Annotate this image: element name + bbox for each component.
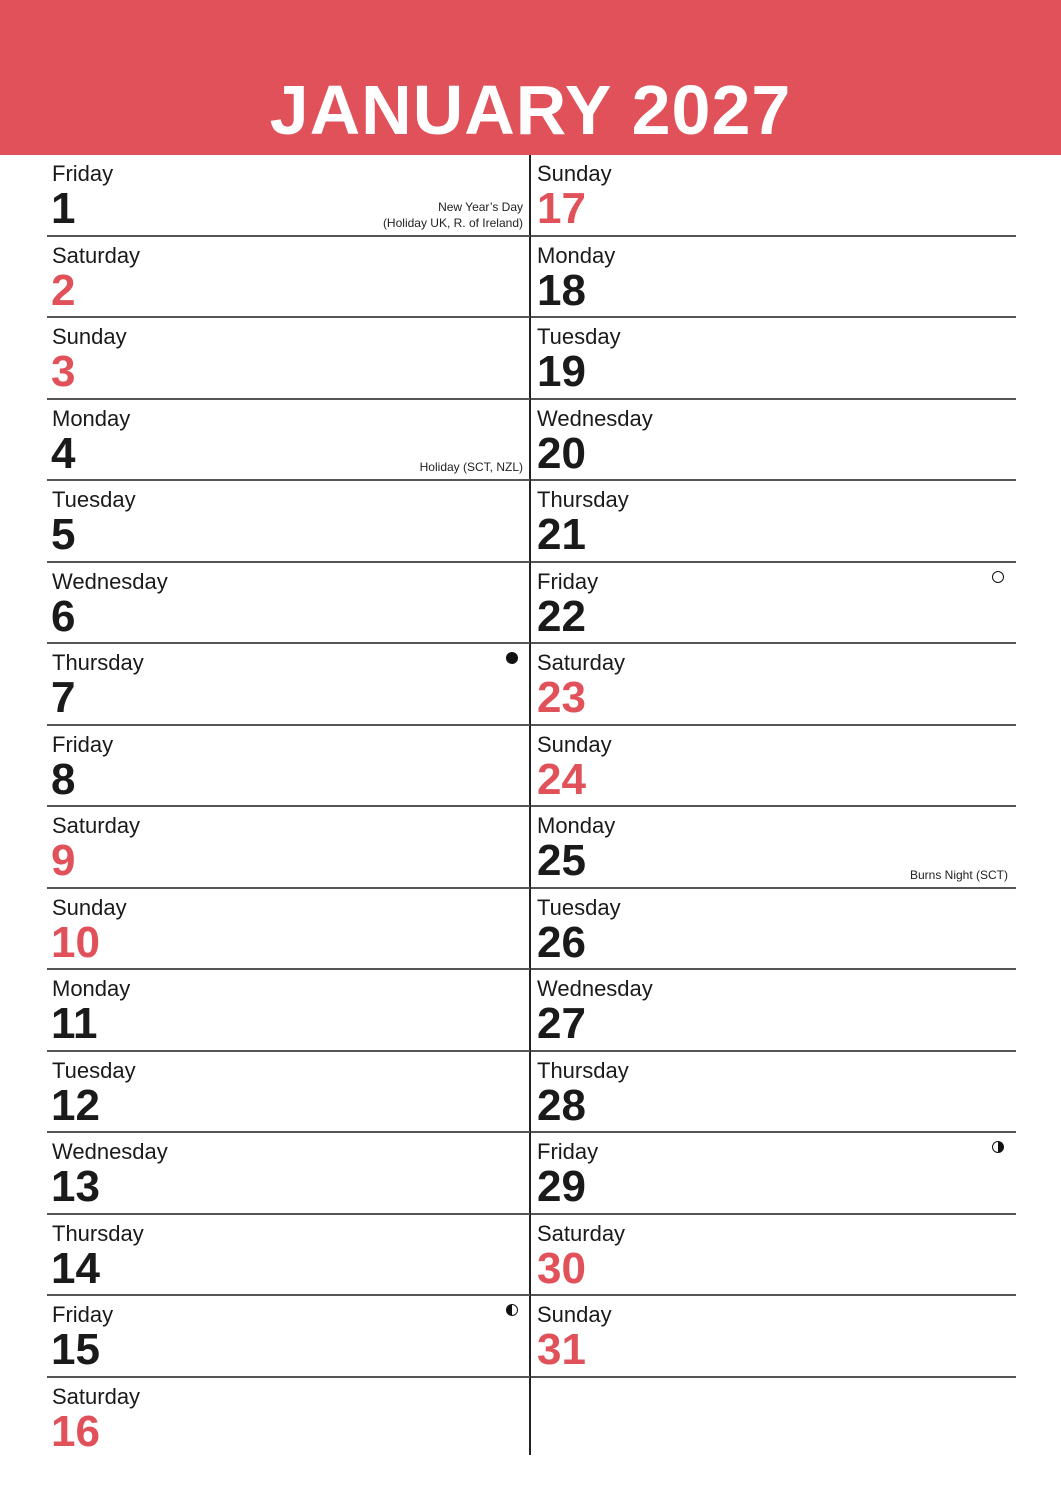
day-name: Sunday — [537, 1302, 612, 1327]
day-row-25 — [531, 807, 1016, 889]
day-name: Friday — [52, 1302, 114, 1327]
day-row-24 — [531, 726, 1016, 808]
holiday-note: Burns Night (SCT) — [909, 867, 1008, 882]
day-number: 6 — [51, 591, 76, 641]
day-number: 15 — [51, 1325, 100, 1374]
day-row-18 — [531, 237, 1016, 319]
day-row-19 — [531, 318, 1016, 400]
day-name: Saturday — [537, 1220, 626, 1246]
day-row-6 — [47, 563, 530, 645]
day-number: 8 — [51, 754, 76, 804]
day-row-5 — [47, 481, 530, 563]
day-name: Wednesday — [537, 976, 653, 1001]
day-number: 21 — [537, 510, 586, 559]
day-name: Thursday — [52, 1220, 144, 1246]
day-name: Sunday — [537, 731, 612, 757]
day-row-21 — [531, 481, 1016, 563]
day-number: 26 — [537, 917, 586, 967]
holiday-note-line1: New Year’s Day — [438, 199, 523, 214]
day-number: 23 — [537, 673, 586, 722]
day-row-3 — [47, 318, 530, 400]
day-row-23 — [531, 644, 1016, 726]
day-name: Thursday — [537, 1057, 629, 1083]
month-title: JANUARY 2027 — [269, 71, 792, 149]
day-name: Sunday — [52, 324, 127, 349]
day-number: 11 — [51, 999, 98, 1048]
last-quarter-moon-icon — [992, 1141, 1004, 1153]
day-number: 14 — [51, 1243, 100, 1293]
day-row-15 — [47, 1296, 530, 1378]
day-number: 13 — [51, 1162, 100, 1211]
day-name: Tuesday — [537, 894, 621, 920]
new-moon-icon — [506, 652, 518, 664]
day-row-7 — [47, 644, 530, 726]
day-name: Wednesday — [52, 1139, 168, 1164]
day-row-20 — [531, 400, 1016, 482]
day-number: 5 — [51, 510, 76, 559]
full-moon-icon — [992, 571, 1004, 583]
day-name: Tuesday — [537, 324, 621, 349]
holiday-note — [383, 199, 523, 231]
day-name: Friday — [537, 568, 599, 594]
day-name: Wednesday — [537, 405, 653, 431]
day-number: 31 — [537, 1325, 586, 1374]
column-right — [531, 155, 1016, 1378]
day-row-13 — [47, 1133, 530, 1215]
day-name: Monday — [537, 813, 616, 838]
day-number: 1 — [51, 184, 76, 233]
day-row-29 — [531, 1133, 1016, 1215]
day-name: Friday — [52, 161, 114, 186]
day-number: 25 — [537, 836, 586, 885]
day-number: 9 — [51, 836, 76, 885]
day-number: 30 — [537, 1243, 586, 1293]
day-number: 18 — [537, 265, 586, 315]
day-name: Friday — [52, 731, 114, 757]
day-name: Monday — [537, 242, 616, 268]
day-name: Saturday — [52, 1383, 141, 1409]
day-number: 3 — [51, 347, 76, 396]
day-number: 7 — [51, 673, 76, 722]
day-name: Saturday — [52, 813, 141, 838]
month-header — [0, 0, 1061, 155]
day-name: Thursday — [52, 650, 144, 675]
day-name: Saturday — [537, 650, 626, 675]
day-name: Sunday — [52, 894, 127, 920]
day-row-27 — [531, 970, 1016, 1052]
day-number: 17 — [537, 184, 586, 233]
day-row-4 — [47, 400, 530, 482]
day-name: Friday — [537, 1139, 599, 1164]
day-number: 2 — [51, 265, 76, 315]
day-number: 16 — [51, 1406, 100, 1456]
day-row-22 — [531, 563, 1016, 645]
day-name: Tuesday — [52, 487, 136, 512]
first-quarter-moon-icon — [506, 1304, 518, 1316]
day-number: 20 — [537, 428, 586, 478]
day-row-16 — [47, 1378, 530, 1458]
day-number: 10 — [51, 917, 100, 967]
day-row-26 — [531, 889, 1016, 971]
day-number: 12 — [51, 1080, 100, 1130]
day-row-30 — [531, 1215, 1016, 1297]
day-number: 28 — [537, 1080, 586, 1130]
day-number: 19 — [537, 347, 586, 396]
day-row-14 — [47, 1215, 530, 1297]
day-row-1 — [47, 155, 530, 237]
day-name: Saturday — [52, 242, 141, 268]
day-name: Sunday — [537, 161, 612, 186]
day-number: 22 — [537, 591, 586, 641]
day-row-10 — [47, 889, 530, 971]
day-row-31 — [531, 1296, 1016, 1378]
day-row-17 — [531, 155, 1016, 237]
day-name: Monday — [52, 405, 131, 431]
holiday-note-line2: (Holiday UK, R. of Ireland) — [382, 215, 523, 230]
day-name: Monday — [52, 976, 131, 1001]
day-number: 27 — [537, 999, 586, 1048]
day-name: Wednesday — [52, 568, 168, 594]
day-name: Thursday — [537, 487, 629, 512]
column-left — [47, 155, 530, 1457]
day-row-2 — [47, 237, 530, 319]
day-row-11 — [47, 970, 530, 1052]
day-name: Tuesday — [52, 1057, 136, 1083]
holiday-note: Holiday (SCT, NZL) — [419, 460, 523, 474]
day-number: 4 — [51, 428, 76, 478]
day-row-28 — [531, 1052, 1016, 1134]
day-number: 29 — [537, 1162, 586, 1211]
day-row-8 — [47, 726, 530, 808]
day-number: 24 — [537, 754, 586, 804]
day-row-12 — [47, 1052, 530, 1134]
day-row-9 — [47, 807, 530, 889]
